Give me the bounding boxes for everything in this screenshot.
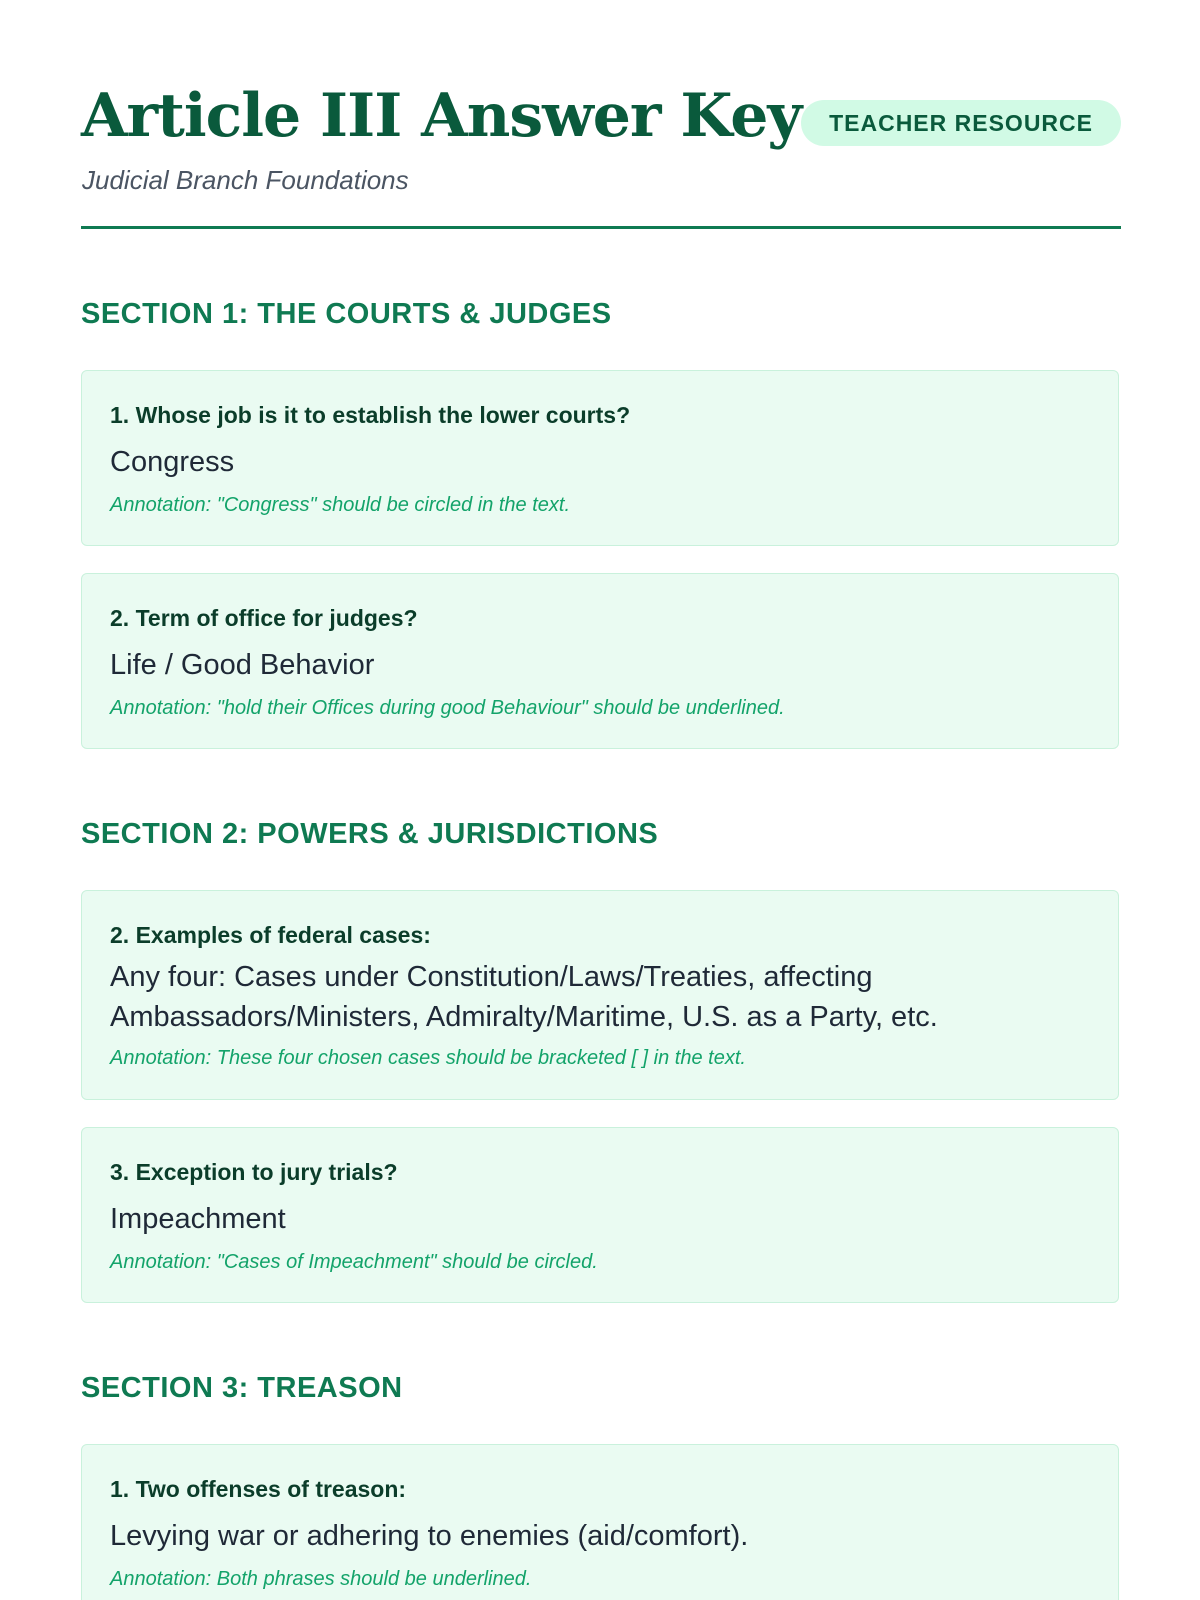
answer-card <box>81 1444 1119 1600</box>
page-header <box>81 0 1121 230</box>
section-3 <box>81 1370 1121 1406</box>
page-title: Article III Answer Key <box>81 81 802 151</box>
question-text: 3. Exception to jury trials? <box>110 1159 398 1185</box>
question-text: 2. Term of office for judges? <box>110 605 418 631</box>
annotation-text: Annotation: "Cases of Impeachment" should be circled. <box>110 1251 598 1273</box>
answer-text: Levying war or adhering to enemies (aid/comfort). <box>110 1520 749 1552</box>
answer-text: Impeachment <box>110 1203 286 1235</box>
question-text: 1. Two offenses of treason: <box>110 1476 407 1502</box>
section-title: SECTION 3: TREASON <box>81 1372 403 1404</box>
answer-text: Congress <box>110 446 235 478</box>
question-text: 2. Examples of federal cases: <box>110 922 431 948</box>
section-1 <box>81 296 1121 332</box>
annotation-text: Annotation: These four chosen cases should be bracketed [ ] in the text. <box>110 1047 746 1069</box>
answer-card <box>81 1127 1119 1303</box>
section-title: SECTION 1: THE COURTS & JUDGES <box>81 298 612 330</box>
page-subtitle: Judicial Branch Foundations <box>82 165 409 195</box>
annotation-text: Annotation: "hold their Offices during good Behaviour" should be underlined. <box>110 697 785 719</box>
answer-card <box>81 890 1119 1100</box>
section-title: SECTION 2: POWERS & JURISDICTIONS <box>81 818 659 850</box>
question-text: 1. Whose job is it to establish the lower courts? <box>110 402 631 428</box>
answer-text: Any four: Cases under Constitution/Laws/Treaties, affecting Ambassadors/Ministers, Admiralty/Maritime, U.S. as a Party, etc. <box>110 961 938 1033</box>
annotation-text: Annotation: Both phrases should be underlined. <box>110 1568 532 1590</box>
answer-card <box>81 573 1119 749</box>
answer-card <box>81 370 1119 546</box>
annotation-text: Annotation: "Congress" should be circled in the text. <box>110 494 571 516</box>
answer-key-page <box>81 0 1121 1590</box>
answer-text: Life / Good Behavior <box>110 649 375 681</box>
header-divider <box>81 226 1121 229</box>
section-2 <box>81 816 1121 852</box>
teacher-resource-badge: TEACHER RESOURCE <box>801 100 1121 146</box>
